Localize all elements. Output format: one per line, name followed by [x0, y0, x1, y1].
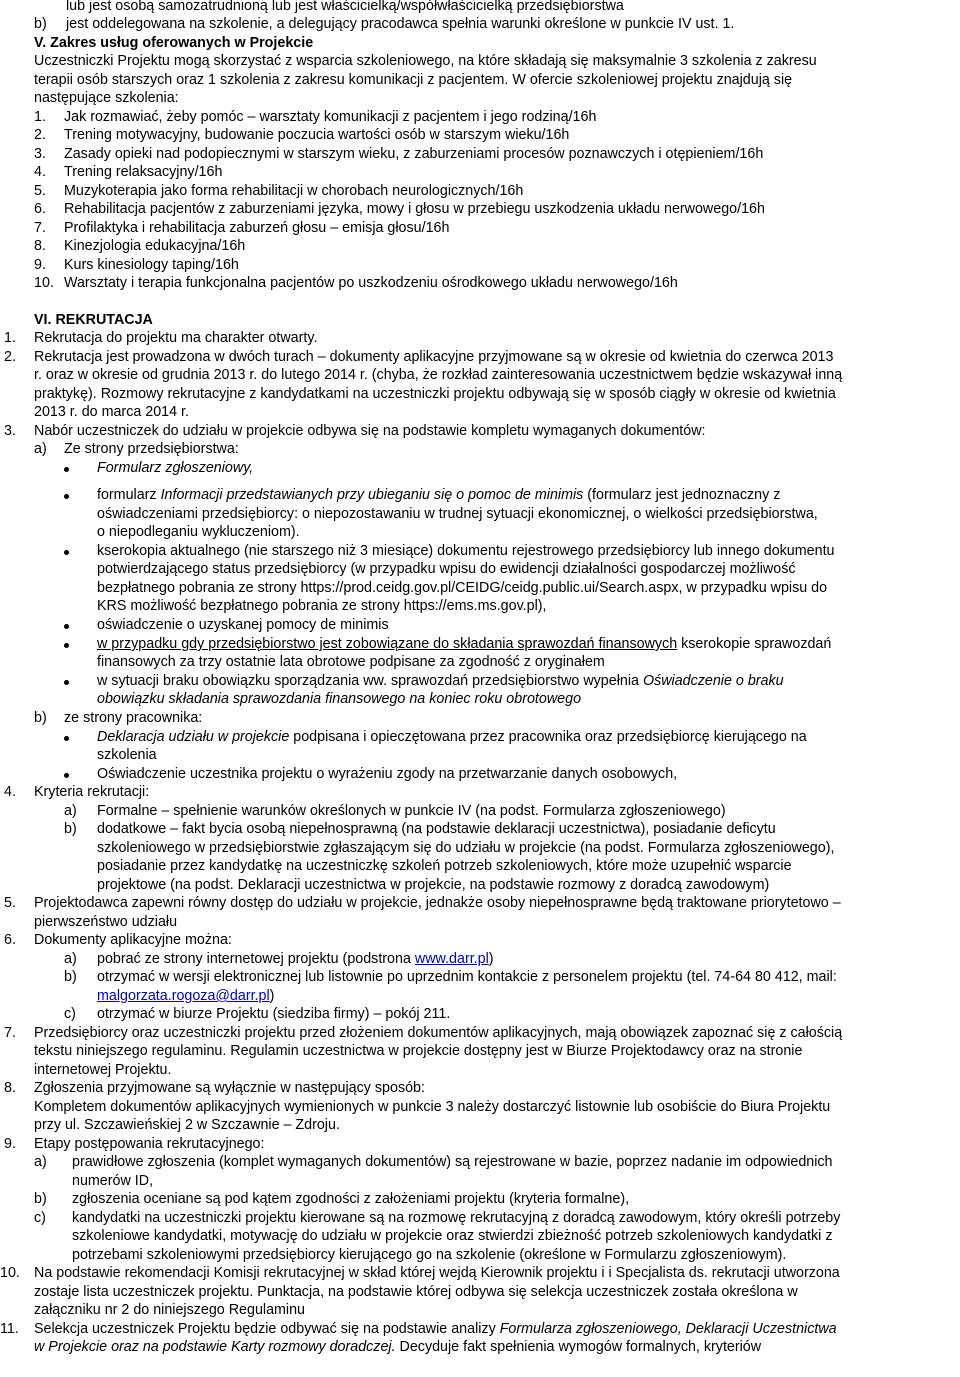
text-line: Kompletem dokumentów aplikacyjnych wymienionych w punkcie 3 należy dostarczyć listownie lub osobiście do Biura Projektu [34, 1099, 831, 1115]
list-marker: 2. [4, 349, 16, 365]
text-line: Nabór uczestniczek do udziału w projekcie odbywa się na podstawie kompletu wymaganych dokumentów: [34, 423, 706, 439]
list-marker: 4. [4, 784, 16, 800]
text-line: Kryteria rekrutacji: [34, 784, 150, 800]
bullet-icon [64, 773, 69, 778]
text-line: zgłoszenia oceniane są pod kątem zgodności z założeniami projektu (kryteria formalne), [72, 1191, 630, 1207]
list-marker: b) [34, 1191, 47, 1207]
list-marker: 5. [4, 895, 16, 911]
text-line: r. oraz w okresie od grudnia 2013 r. do lutego 2014 r. (chyba, że rozkład zainteresowania uczestnictwem będzie wskazywał inną [34, 367, 843, 383]
text-line: Etapy postępowania rekrutacyjnego: [34, 1136, 265, 1152]
list-marker: b) [64, 969, 77, 985]
list-item: Warsztaty i terapia funkcjonalna pacjentów po uszkodzeniu ośrodkowego układu nerwowego/16h [64, 275, 678, 291]
darr-website-link[interactable]: www.darr.pl [414, 951, 489, 967]
text-line: formularz Informacji przedstawianych przy ubieganiu się o pomoc de minimis (formularz jest jednoznaczny z [97, 487, 781, 503]
text-line: KRS możliwość bezpłatnego pobrania ze strony https://ems.ms.gov.pl), [97, 598, 547, 614]
bullet-icon [64, 680, 69, 685]
text-line: Przedsiębiorcy oraz uczestniczki projektu przed złożeniem dokumentów aplikacyjnych, mają obowiązek zapoznać się z całością [34, 1025, 843, 1041]
text-line: jest oddelegowana na szkolenie, a delegujący pracodawca spełnia warunki określone w punkcie IV ust. 1. [66, 16, 735, 32]
list-item: Trening relaksacyjny/16h [64, 164, 223, 180]
text-line: kandydatki na uczestniczki projektu kierowane są na rozmowę rekrutacyjną z doradcą zawodowym, który określi potrzeby [72, 1210, 841, 1226]
list-item: Jak rozmawiać, żeby pomóc – warsztaty komunikacji z pacjentem i jego rodziną/16h [64, 109, 597, 125]
text-line: Formalne – spełnienie warunków określonych w punkcie IV (na podst. Formularza zgłoszeniowego) [97, 803, 726, 819]
list-marker: 7. [34, 220, 46, 236]
list-marker: a) [64, 951, 77, 967]
list-marker: 1. [4, 330, 16, 346]
text-line: w Projekcie oraz na podstawie Karty rozmowy doradczej. Decyduje fakt spełnienia wymogów formalnych, kryteriów [34, 1339, 762, 1355]
text-line: w sytuacji braku obowiązku sporządzania ww. sprawozdań przedsiębiorstwo wypełnia Oświadczenie o braku [97, 673, 784, 689]
text-line: oświadczenie o uzyskanej pomocy de minimis [97, 617, 389, 633]
list-marker: c) [34, 1210, 46, 1226]
list-item: Kurs kinesiology taping/16h [64, 257, 239, 273]
text-line: w przypadku gdy przedsiębiorstwo jest zobowiązane do składania sprawozdań finansowych kserokopie sprawozdań [97, 636, 832, 652]
text-line: Deklaracja udziału w projekcie podpisana i opieczętowana przez pracownika oraz przedsiębiorcę kierującego na [97, 729, 807, 745]
list-item: Zasady opieki nad podopiecznymi w starszym wieku, z zaburzeniami procesów poznawczych i otępieniem/16h [64, 146, 764, 162]
list-marker: 9. [4, 1136, 16, 1152]
list-marker: 6. [34, 201, 46, 217]
text-line: projektowe (na podst. Deklaracji uczestnictwa w projekcie, na podstawie rozmowy z doradcą zawodowym) [97, 877, 770, 893]
text-line: załączniku nr 2 do niniejszego Regulaminu [34, 1302, 306, 1318]
text-line: malgorzata.rogoza@darr.pl) [97, 988, 275, 1004]
text-line: przy ul. Szczawieńskiej 2 w Szczawnie – Zdroju. [34, 1117, 340, 1133]
text-line: szkoleniowego w przedsiębiorstwie zgłaszającym się do udziału w projekcie (na podst. Formularza zgłoszeniowego), [97, 840, 835, 856]
list-marker: c) [64, 1006, 76, 1022]
text-line: Rekrutacja do projektu ma charakter otwarty. [34, 330, 318, 346]
text-line: potwierdzającego status przedsiębiorcy (w przypadku wpisu do ewidencji działalności gospodarczej możliwość [97, 561, 796, 577]
list-marker: 10. [0, 1265, 20, 1281]
list-marker: b) [34, 710, 47, 726]
text-line: otrzymać w biurze Projektu (siedziba firmy) – pokój 211. [97, 1006, 451, 1022]
text-line: potrzebami szkoleniowymi przedsiębiorcy kierującego go na szkolenie (określone w Formularzu zgłoszeniowym). [72, 1247, 787, 1263]
list-marker: 1. [34, 109, 46, 125]
text-line: Na podstawie rekomendacji Komisji rekrutacyjnej w skład której wejdą Kierownik projektu i i Specjalista ds. rekrutacji utworzona [34, 1265, 840, 1281]
text-line: internetowej Projektu. [34, 1062, 172, 1078]
text-line: 2013 r. do marca 2014 r. [34, 404, 189, 420]
text-line: Zgłoszenia przyjmowane są wyłącznie w następujący sposób: [34, 1080, 425, 1096]
section-heading: VI. REKRUTACJA [34, 312, 153, 328]
bullet-icon [64, 467, 69, 472]
text-line: Selekcja uczestniczek Projektu będzie odbywać się na podstawie analizy Formularza zgłoszeniowego, Deklaracji Uczestnictwa [34, 1321, 837, 1337]
bullet-icon [64, 550, 69, 555]
text-line: terapii osób starszych oraz 1 szkolenia z zakresu komunikacji z pacjentem. W ofercie szkoleniowej projektu znajdują się [34, 72, 793, 88]
text-line: szkoleniowe kandydatki, motywację do udziału w projekcie oraz stwierdzi zbieżność potrzeb szkoleniowych kandydatki z [72, 1228, 833, 1244]
list-marker: 9. [34, 257, 46, 273]
list-item: Rehabilitacja pacjentów z zaburzeniami języka, mowy i głosu w przebiegu uszkodzenia układu nerwowego/16h [64, 201, 765, 217]
text-line: Ze strony przedsiębiorstwa: [64, 441, 239, 457]
text-line: posiadanie przez kandydatkę na uczestniczkę szkoleń potrzeb szkoleniowych, które może uzupełnić wsparcie [97, 858, 792, 874]
text-line: obowiązku składania sprawozdania finansowego na koniec roku obrotowego [97, 691, 582, 707]
text-line: pobrać ze strony internetowej projektu (podstrona www.darr.pl) [97, 951, 494, 967]
section-heading: V. Zakres usług oferowanych w Projekcie [34, 35, 314, 51]
text-line: praktykę). Rozmowy rekrutacyjne z kandydatkami na uczestniczki projektu odbywają się w sposób ciągły w okresie od kwietnia [34, 386, 836, 402]
text-line: ze strony pracownika: [64, 710, 203, 726]
text-line: Oświadczenie uczestnika projektu o wyrażeniu zgody na przetwarzanie danych osobowych, [97, 766, 678, 782]
text-line: Rekrutacja jest prowadzona w dwóch turach – dokumenty aplikacyjne przyjmowane są w okresie od kwietnia do czerwca 2013 [34, 349, 834, 365]
list-item: Profilaktyka i rehabilitacja zaburzeń głosu – emisja głosu/16h [64, 220, 450, 236]
text-line: dodatkowe – fakt bycia osobą niepełnosprawną (na podstawie deklaracji uczestnictwa), posiadanie deficytu [97, 821, 776, 837]
text-line: prawidłowe zgłoszenia (komplet wymaganych dokumentów) są rejestrowane w bazie, poprzez nadanie im odpowiednich [72, 1154, 833, 1170]
list-marker: 4. [34, 164, 46, 180]
list-item: Kinezjologia edukacyjna/16h [64, 238, 246, 254]
list-marker: a) [34, 441, 47, 457]
list-item: Trening motywacyjny, budowanie poczucia wartości osób w starszym wieku/16h [64, 127, 570, 143]
list-marker: 3. [4, 423, 16, 439]
list-marker: 3. [34, 146, 46, 162]
list-marker: 10. [34, 275, 54, 291]
bullet-icon [64, 494, 69, 499]
list-marker: 6. [4, 932, 16, 948]
list-marker: a) [64, 803, 77, 819]
text-line: pierwszeństwo udziału [34, 914, 178, 930]
text-line: o niepodleganiu wykluczeniom). [97, 524, 300, 540]
text-line: finansowych za trzy ostatnie lata obrotowe podpisane za zgodność z oryginałem [97, 654, 605, 670]
text-line: tekstu niniejszego regulaminu. Regulamin uczestnictwa w projekcie dostępny jest w Biurze Projektodawcy oraz na stronie [34, 1043, 803, 1059]
bullet-icon [64, 643, 69, 648]
list-marker: b) [64, 821, 77, 837]
list-marker: 7. [4, 1025, 16, 1041]
list-marker: a) [34, 1154, 47, 1170]
bullet-icon [64, 624, 69, 629]
text-line: numerów ID, [72, 1173, 154, 1189]
list-marker: 5. [34, 183, 46, 199]
list-marker: 11. [0, 1321, 19, 1337]
text-line: Uczestniczki Projektu mogą skorzystać z wsparcia szkoleniowego, na które składają się maksymalnie 3 szkolenia z zakresu [34, 53, 817, 69]
list-item: Muzykoterapia jako forma rehabilitacji w chorobach neurologicznych/16h [64, 183, 524, 199]
text-line: Dokumenty aplikacyjne można: [34, 932, 232, 948]
list-marker: 8. [4, 1080, 16, 1096]
list-marker: 8. [34, 238, 46, 254]
email-link[interactable]: malgorzata.rogoza@darr.pl [97, 988, 270, 1004]
text-line: następujące szkolenia: [34, 90, 179, 106]
text-line: zostaje lista uczestniczek projektu. Punktacja, na podstawie której odbywa się selekcja uczestniczek została określona w [34, 1284, 798, 1300]
text-line: lub jest osobą samozatrudnioną lub jest właścicielką/współwłaścicielką przedsiębiorstwa [66, 0, 624, 14]
list-marker: 2. [34, 127, 46, 143]
text-line: bezpłatnego pobrania ze strony https://prod.ceidg.gov.pl/CEIDG/ceidg.public.ui/Search.aspx, w przypadku wpisu do [97, 580, 828, 596]
text-line: otrzymać w wersji elektronicznej lub listownie po uprzednim kontakcie z personelem projektu (tel. 74-64 80 412, mail: [97, 969, 837, 985]
text-line: Formularz zgłoszeniowy, [97, 460, 254, 476]
list-marker: b) [34, 16, 47, 32]
text-line: oświadczeniami przedsiębiorcy: o niepozostawaniu w trudnej sytuacji ekonomicznej, o wielkości przedsiębiorstwa, [97, 506, 818, 522]
text-line: Projektodawca zapewni równy dostęp do udziału w projekcie, jednakże osoby niepełnosprawne będą traktowane priorytetowo – [34, 895, 841, 911]
bullet-icon [64, 736, 69, 741]
text-line: kserokopia aktualnego (nie starszego niż 3 miesiące) dokumentu rejestrowego przedsiębiorcy lub innego dokumentu [97, 543, 835, 559]
text-line: szkolenia [97, 747, 157, 763]
